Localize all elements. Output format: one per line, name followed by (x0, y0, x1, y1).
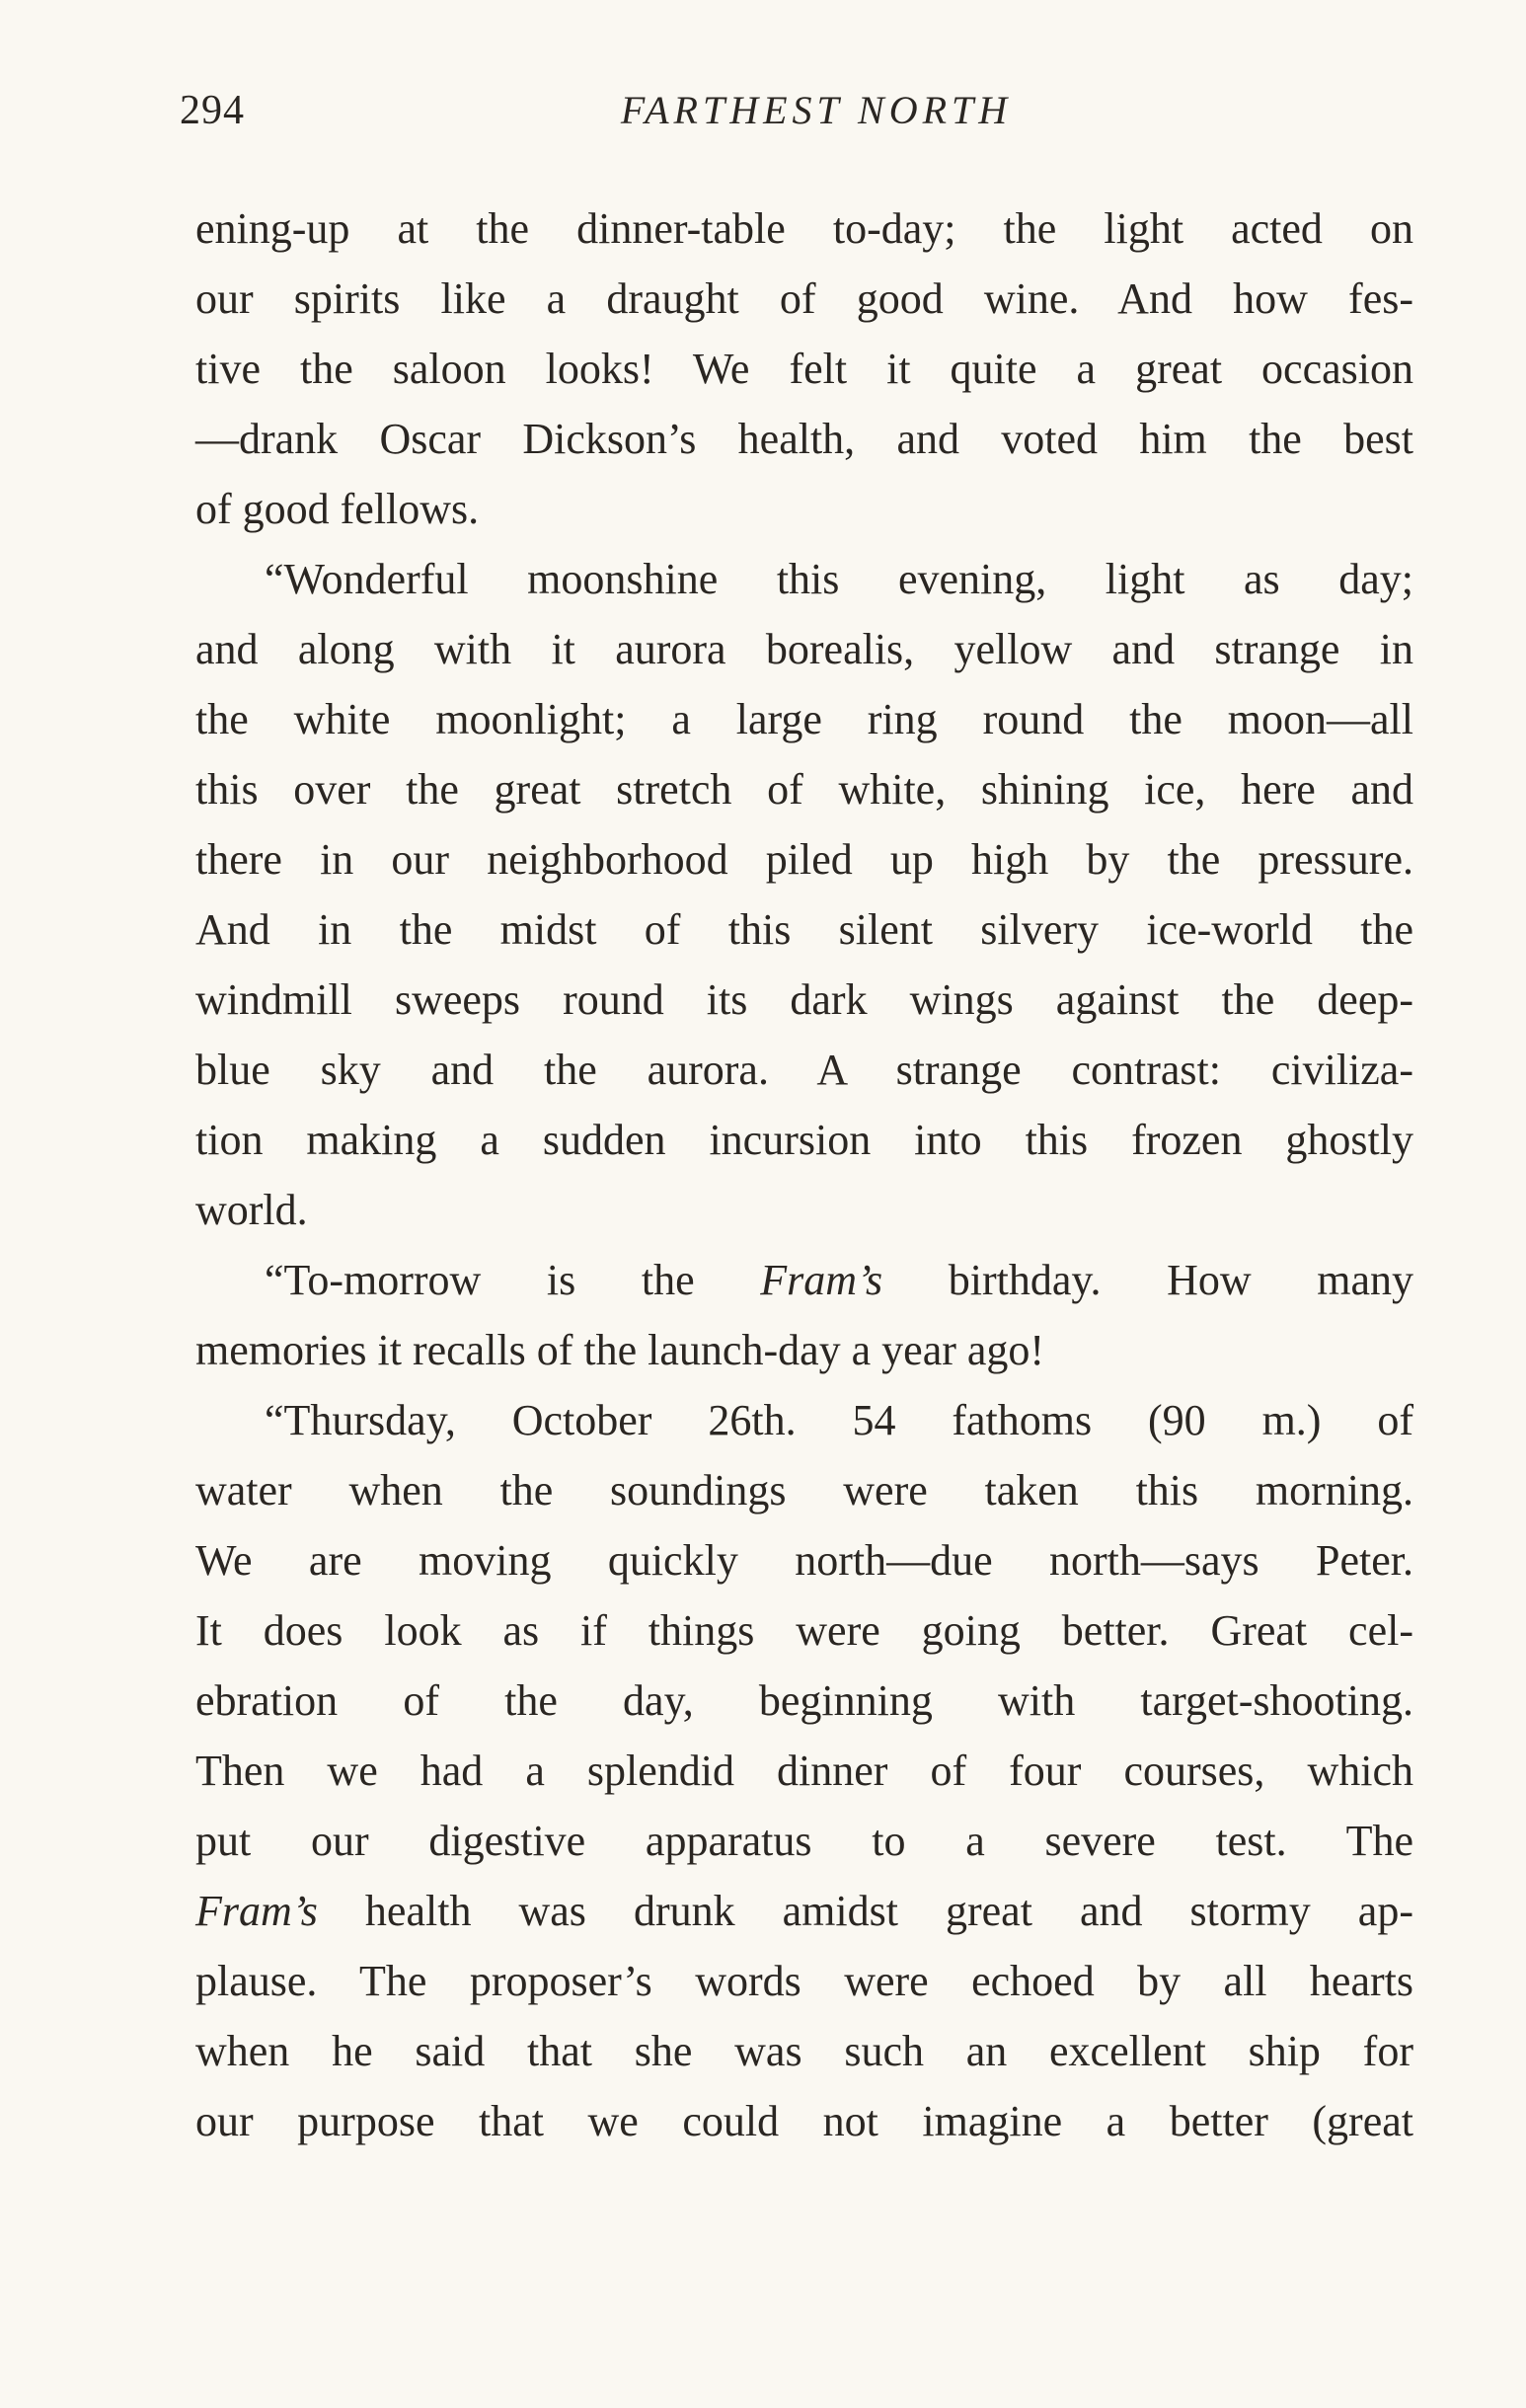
text-line: our spirits like a draught of good wine. And how fes- (195, 274, 1413, 323)
text-segment: birthday. How many (882, 1256, 1413, 1304)
text-line: memories it recalls of the launch-day a year ago! (195, 1326, 1045, 1374)
text-line: And in the midst of this silent silvery ice-world the (195, 905, 1413, 954)
text-line: and along with it aurora borealis, yellow and strange in (195, 625, 1413, 673)
text-line: ening-up at the dinner-table to-day; the light acted on (195, 204, 1413, 253)
text-line: put our digestive apparatus to a severe test. The (195, 1817, 1413, 1865)
running-head (180, 87, 1413, 146)
text-line: when he said that she was such an excellent ship for (195, 2027, 1413, 2075)
text-line: there in our neighborhood piled up high by the pressure. (195, 835, 1413, 884)
text-line: tion making a sudden incursion into this frozen ghostly (195, 1116, 1413, 1164)
text-line: “Wonderful moonshine this evening, light as day; (265, 555, 1413, 603)
text-line: —drank Oscar Dickson’s health, and voted him the best (195, 415, 1413, 463)
text-line: Then we had a splendid dinner of four courses, which (195, 1747, 1413, 1795)
running-title: FARTHEST NORTH (620, 88, 1013, 132)
text-line: plause. The proposer’s words were echoed by all hearts (195, 1957, 1413, 2005)
text-line (195, 1245, 1413, 1315)
text-line: ebration of the day, beginning with target-shooting. (195, 1676, 1413, 1725)
text-line: world. (195, 1186, 308, 1234)
text-line: our purpose that we could not imagine a better (great (195, 2097, 1413, 2145)
body-text (195, 194, 1413, 2156)
text-line: We are moving quickly north—due north—says Peter. (195, 1536, 1413, 1585)
text-line: this over the great stretch of white, shining ice, here and (195, 765, 1413, 814)
ship-name: Fram’s (760, 1256, 883, 1304)
text-line: tive the saloon looks! We felt it quite a great occasion (195, 345, 1413, 393)
text-line: It does look as if things were going better. Great cel- (195, 1606, 1413, 1655)
text-line: windmill sweeps round its dark wings against the deep- (195, 975, 1413, 1024)
text-line: “Thursday, October 26th. 54 fathoms (90 m.) of (265, 1396, 1413, 1444)
ship-name: Fram’s (195, 1887, 318, 1935)
text-line: the white moonlight; a large ring round the moon—all (195, 695, 1413, 743)
text-line: water when the soundings were taken this morning. (195, 1466, 1413, 1515)
text-line: of good fellows. (195, 485, 480, 533)
text-segment: health was drunk amidst great and stormy ap- (317, 1887, 1413, 1935)
text-segment: “To-morrow is the (265, 1256, 761, 1304)
text-line (195, 1876, 1413, 1946)
text-line: blue sky and the aurora. A strange contrast: civiliza- (195, 1046, 1413, 1094)
page-number: 294 (180, 88, 245, 133)
